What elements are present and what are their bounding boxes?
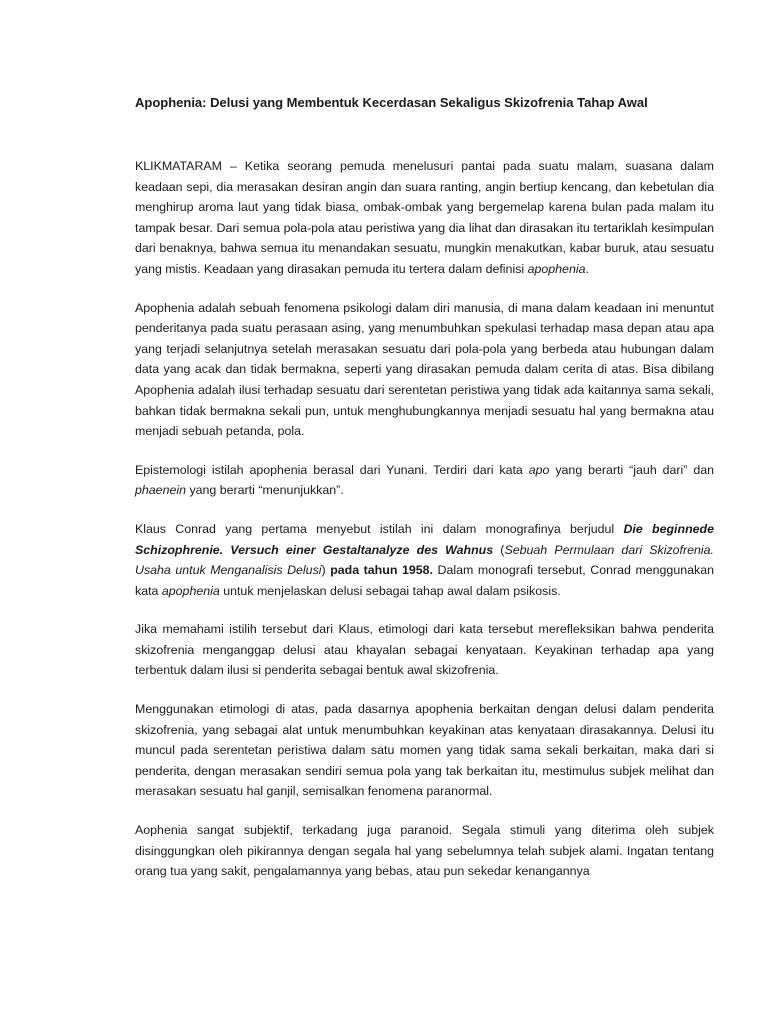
paragraph-3	[135, 460, 714, 501]
paragraph-3-text-e: yang berarti “menunjukkan”.	[186, 483, 344, 498]
paragraph-6: Menggunakan etimologi di atas, pada dasarnya apophenia berkaitan dengan delusi dalam penderita skizofrenia, yang sebagai alat untuk menumbuhkan keyakinan atas kenyataan dirasakannya. Delusi itu muncul pada serentetan peristiwa dalam satu momen yang tidak sama sekali berkaitan, maka dari si penderita, dengan merasakan sendiri semua pola yang tak berkaitan itu, mestimulus subjek melihat dan merasakan sesuatu hal ganjil, semisalkan fenomena paranormal.	[135, 702, 714, 799]
paragraph-1-end: .	[585, 261, 589, 276]
paragraph-4-text-i: untuk menjelaskan delusi sebagai tahap awal dalam psikosis.	[219, 583, 561, 598]
paragraph-4-open-paren: (	[493, 542, 505, 557]
document-title: Apophenia: Delusi yang Membentuk Kecerdasan Sekaligus Skizofrenia Tahap Awal	[135, 95, 648, 110]
paragraph-3-italic-phaenein: phaenein	[135, 483, 186, 498]
paragraph-7: Aophenia sangat subjektif, terkadang juga paranoid. Segala stimuli yang diterima oleh subjek disinggungkan oleh pikirannya dengan segala hal yang sebelumnya telah subjek alami. Ingatan tentang orang tua yang sakit, pengalamannya yang bebas, atau pun sekedar kenangannya	[135, 823, 714, 879]
paragraph-4-translation: Sebuah Permulaan dari Skizofrenia. Usaha untuk Menganalisis Delusi	[135, 542, 714, 578]
paragraph-3-text-c: yang berarti “jauh dari” dan	[549, 462, 714, 477]
paragraph-4	[135, 519, 714, 601]
paragraph-4-text-g: Dalam monografi tersebut, Conrad menggunakan kata	[135, 563, 714, 598]
paragraph-3-italic-apo: apo	[528, 462, 550, 477]
paragraph-4-text-a: Klaus Conrad yang pertama menyebut istilah ini dalam monografinya berjudul	[135, 521, 624, 536]
paragraph-1-text: KLIKMATARAM – Ketika seorang pemuda menelusuri pantai pada suatu malam, suasana dalam keadaan sepi, dia merasakan desiran angin dan suara ranting, angin bertiup kencang, dan kebetulan dia menghirup aroma laut yang tidak biasa, ombak-ombak yang bergemelap karena bulan pada malam itu tampak besar. Dari semua pola-pola atau peristiwa yang dia lihat dan dirasakan itu tertariklah kesimpulan dari benaknya, bahwa semua itu menandakan sesuatu, mungkin menakutkan, kabar buruk, atau sesuatu yang mistis. Keadaan yang dirasakan pemuda itu tertera dalam definisi	[135, 159, 714, 276]
paragraph-1-italic: apophenia	[527, 261, 586, 276]
paragraph-4-italic-apophenia: apophenia	[161, 583, 220, 598]
paragraph-4-book-title: Die beginnede Schizophrenie. Versuch einer Gestaltanalyze des Wahnus	[135, 521, 714, 557]
paragraph-3-text-a: Epistemologi istilah apophenia berasal dari Yunani. Terdiri dari kata	[135, 462, 529, 477]
paragraph-5: Jika memahami istilih tersebut dari Klaus, etimologi dari kata tersebut merefleksikan bahwa penderita skizofrenia menganggap delusi atau khayalan sebagai kenyataan. Keyakinan terhadap apa yang terbentuk dalam ilusi si penderita sebagai bentuk awal skizofrenia.	[135, 622, 714, 678]
paragraph-4-year: pada tahun 1958.	[330, 563, 433, 578]
paragraph-2: Apophenia adalah sebuah fenomena psikologi dalam diri manusia, di mana dalam keadaan ini menuntut penderitanya pada suatu perasaan asing, yang menumbuhkan spekulasi terhadap masa depan atau apa yang terjadi selanjutnya setelah merasakan sesuatu dari pola-pola yang berbeda atau hubungan dalam data yang acak dan tidak bermakna, seperti yang dirasakan pemuda dalam cerita di atas. Bisa dibilang Apophenia adalah ilusi terhadap sesuatu dari serentetan peristiwa yang tidak ada kaitannya sama sekali, bahkan tidak bermakna sekali pun, untuk menghubungkannya menjadi sesuatu hal yang bermakna atau menjadi sebuah petanda, pola.	[135, 300, 714, 439]
paragraph-4-close-paren: )	[321, 563, 331, 578]
paragraph-1	[135, 156, 714, 280]
